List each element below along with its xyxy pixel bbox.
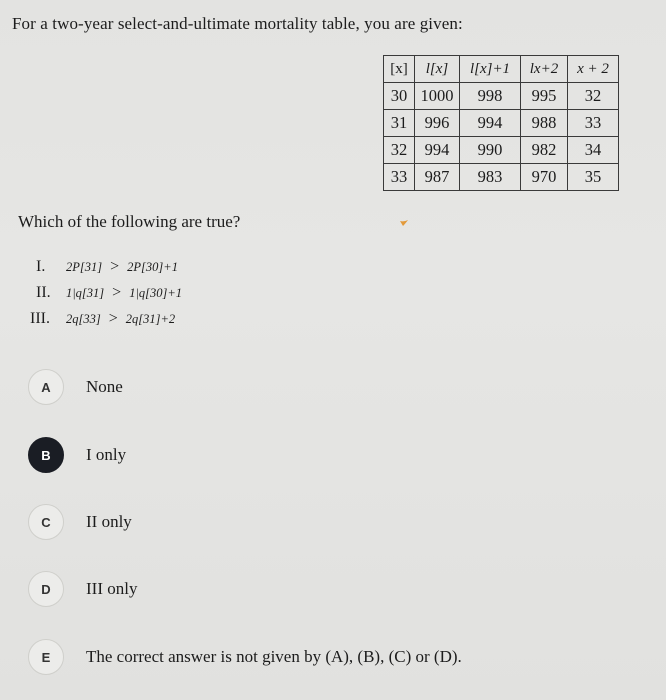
option-a-label[interactable]: None xyxy=(86,377,123,396)
statement-numeral: II. xyxy=(36,284,51,301)
statement-right: 1|q[30]+1 xyxy=(129,286,183,300)
statement-left: 2q[33] xyxy=(66,312,101,326)
table-cell: 970 xyxy=(521,164,568,191)
table-cell: 33 xyxy=(568,110,619,137)
table-row xyxy=(384,137,619,164)
table-cell: 33 xyxy=(384,164,415,191)
table-cell: 982 xyxy=(521,137,568,164)
option-b[interactable] xyxy=(28,436,126,474)
option-b-label[interactable]: I only xyxy=(86,445,127,464)
table-header: l[x] xyxy=(415,56,460,83)
table-cell: 32 xyxy=(568,83,619,110)
table-header-row xyxy=(384,56,619,83)
statement-left: 2P[31] xyxy=(66,260,103,274)
option-d-radio[interactable]: D xyxy=(28,571,64,607)
statement-2 xyxy=(36,284,182,302)
table-header: lx+2 xyxy=(521,56,568,83)
option-a-radio[interactable]: A xyxy=(28,369,64,405)
option-d[interactable] xyxy=(28,570,137,608)
option-e[interactable] xyxy=(28,638,462,676)
statement-operator: > xyxy=(112,284,122,301)
table-cell: 983 xyxy=(460,164,521,191)
table-cell: 30 xyxy=(384,83,415,110)
option-a[interactable] xyxy=(28,368,123,406)
option-e-label[interactable]: The correct answer is not given by (A), (B), (C) or (D). xyxy=(86,647,462,666)
table-cell: 31 xyxy=(384,110,415,137)
statement-3 xyxy=(30,310,175,328)
cursor-mark-icon xyxy=(400,220,408,226)
table-cell: 35 xyxy=(568,164,619,191)
statement-numeral: III. xyxy=(30,310,50,327)
table-header: l[x]+1 xyxy=(460,56,521,83)
statement-left: 1|q[31] xyxy=(66,286,105,300)
option-c-radio[interactable]: C xyxy=(28,504,64,540)
option-b-radio[interactable]: B xyxy=(28,437,64,473)
statement-numeral: I. xyxy=(36,258,46,275)
table-cell: 987 xyxy=(415,164,460,191)
table-cell: 995 xyxy=(521,83,568,110)
option-c-label[interactable]: II only xyxy=(86,512,132,531)
statement-right: 2q[31]+2 xyxy=(125,312,176,326)
statement-right: 2P[30]+1 xyxy=(127,260,178,274)
table-row xyxy=(384,110,619,137)
table-cell: 998 xyxy=(460,83,521,110)
table-cell: 988 xyxy=(521,110,568,137)
table-cell: 996 xyxy=(415,110,460,137)
option-e-radio[interactable]: E xyxy=(28,639,64,675)
table-cell: 990 xyxy=(460,137,521,164)
table-row xyxy=(384,164,619,191)
question-text: Which of the following are true? xyxy=(18,212,241,231)
statement-1 xyxy=(36,258,178,276)
table-cell: 34 xyxy=(568,137,619,164)
table-cell: 1000 xyxy=(415,83,460,110)
table-cell: 994 xyxy=(415,137,460,164)
statement-operator: > xyxy=(110,258,120,275)
table-header: [x] xyxy=(384,56,415,83)
table-cell: 32 xyxy=(384,137,415,164)
option-d-label[interactable]: III only xyxy=(86,579,138,598)
option-c[interactable] xyxy=(28,503,132,541)
statement-operator: > xyxy=(108,310,118,327)
table-header: x + 2 xyxy=(568,56,619,83)
table-row xyxy=(384,83,619,110)
question-intro: For a two-year select-and-ultimate mortality table, you are given: xyxy=(12,14,463,33)
mortality-table xyxy=(383,55,619,191)
table-cell: 994 xyxy=(460,110,521,137)
